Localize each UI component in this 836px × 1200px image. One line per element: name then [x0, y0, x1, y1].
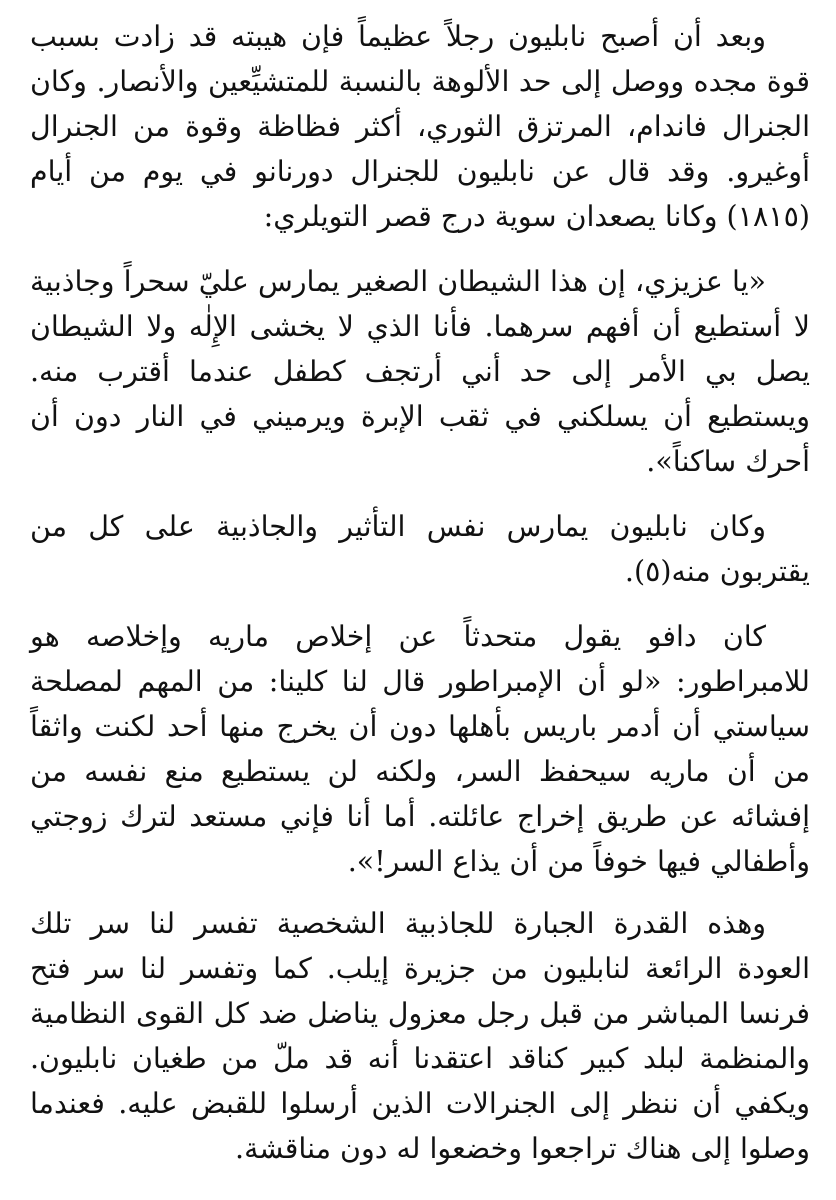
paragraph-vandamme: وبعد أن أصبح نابليون رجلاً عظيماً فإن هيبته قد زادت بسبب قوة مجده ووصل إلى حد الألوهة بالنسبة للمتشيِّعين والأنصار. وكان الجنرال فاندام، المرتزق الثوري، أكثر فظاظة وقوة من الجنرال أوغيرو. وقد قال عن نابليون للجنرال دورنانو في يوم من أيام (١٨١٥) وكانا يصعدان سوية درج قصر التويلري: [30, 20, 810, 233]
paragraph-vandamme-quote: «يا عزيزي، إن هذا الشيطان الصغير يمارس عليّ سحراً وجاذبية لا أستطيع أن أفهم سرهما. فأنا الذي لا يخشى الإِلٰه ولا الشيطان يصل بي الأمر إلى حد أني أرتجف كطفل عندما أقترب منه. ويستطيع أن يسلكني في ثقب الإبرة ويرميني في النار دون أن أحرك ساكناً». [30, 265, 810, 478]
paragraph-influence: وكان نابليون يمارس نفس التأثير والجاذبية على كل من يقتربون منه(٥). [30, 510, 810, 588]
paragraph-return-from-elba: وهذه القدرة الجبارة للجاذبية الشخصية تفسر لنا سر تلك العودة الرائعة لنابليون من جزيرة إيلب. كما وتفسر لنا سر فتح فرنسا المباشر من قبل رجل معزول يناضل ضد كل القوى النظامية والمنظمة لبلد كبير كناقد اعتقدنا أنه قد ملّ من طغيان نابليون. ويكفي أن ننظر إلى الجنرالات الذين أرسلوا للقبض عليه. فعندما وصلوا إلى هناك تراجعوا وخضعوا له دون مناقشة. [30, 907, 810, 1165]
paragraph-davout: كان دافو يقول متحدثاً عن إخلاص ماريه وإخلاصه هو للامبراطور: «لو أن الإمبراطور قال لنا كلينا: من المهم لمصلحة سياستي أن أدمر باريس بأهلها دون أن يخرج منها أحد لكنت واثقاً من أن ماريه سيحفظ السر، ولكنه لن يستطيع منع نفسه من إفشائه عن طريق إخراج عائلته. أما أنا فإني مستعد لترك زوجتي وأطفالي فيها خوفاً من أن يذاع السر!». [30, 620, 810, 878]
